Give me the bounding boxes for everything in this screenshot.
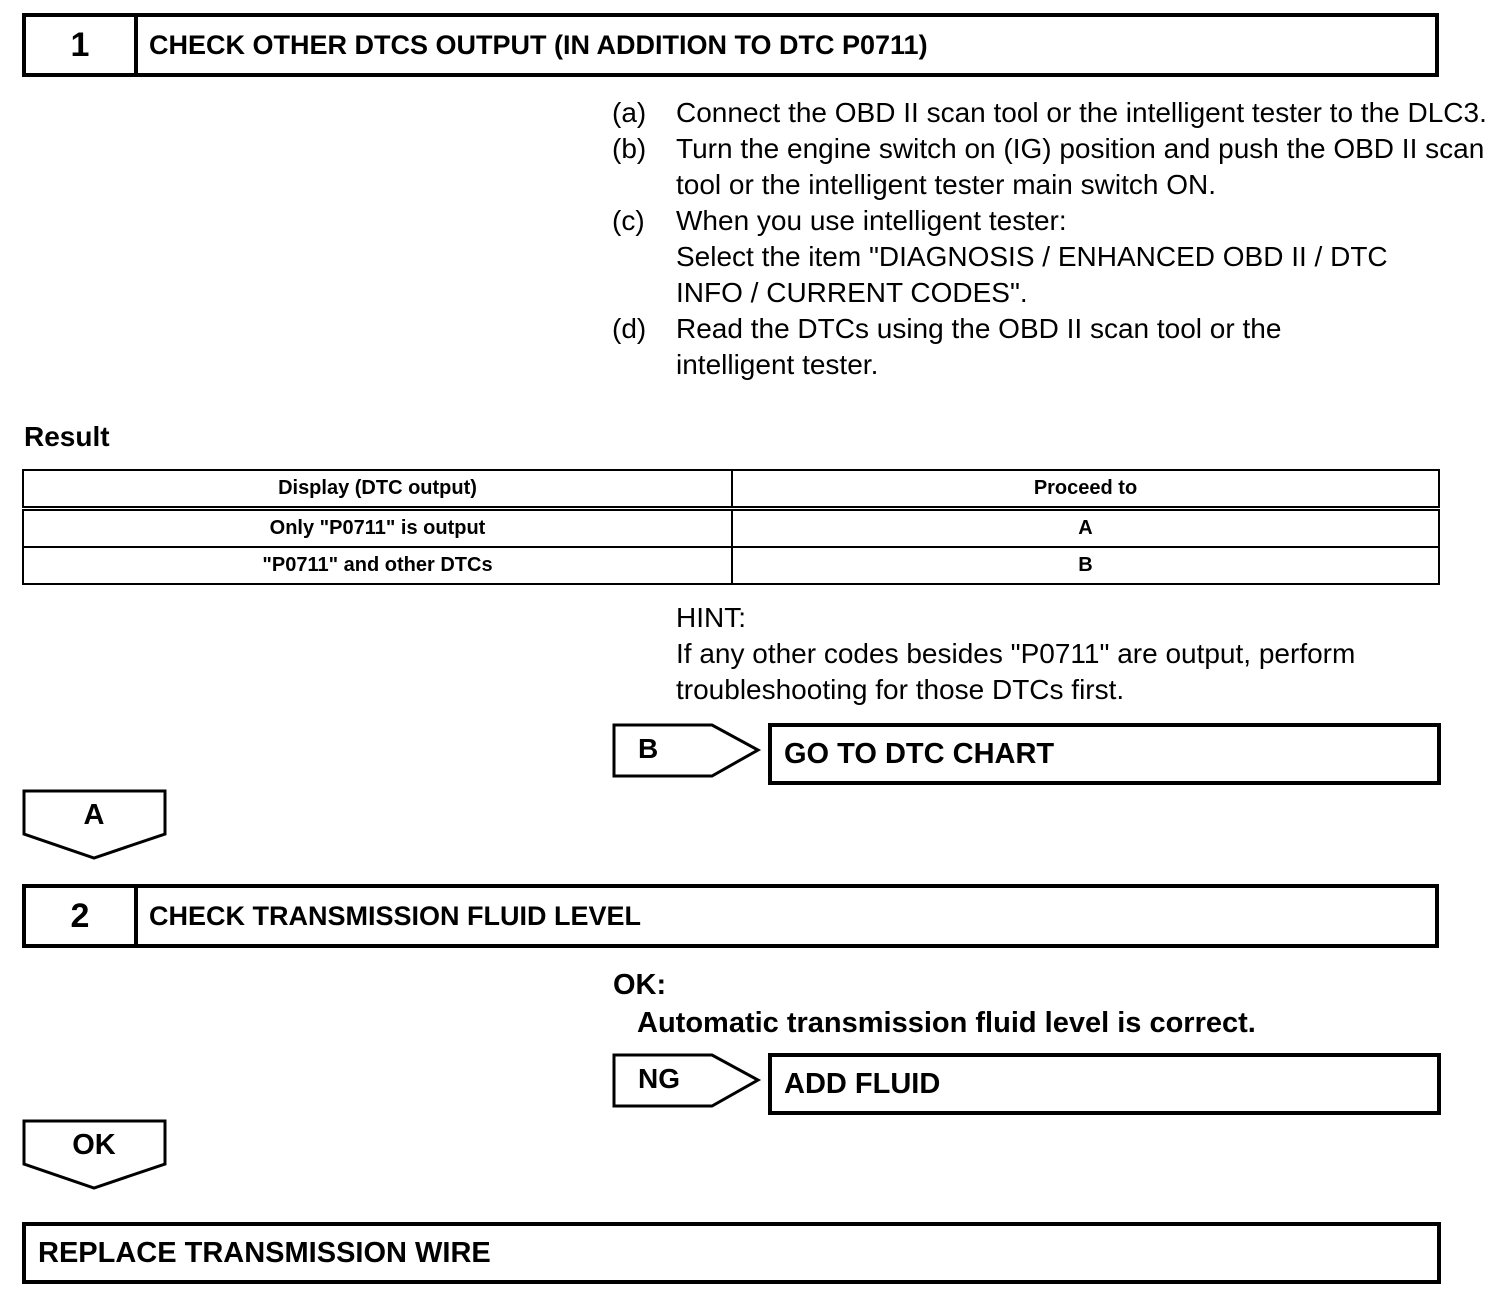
procedure-item (612, 203, 1492, 311)
step-title: CHECK OTHER DTCS OUTPUT (IN ADDITION TO DTC P0711) (149, 29, 928, 60)
table-row (23, 547, 1439, 584)
branch-ng-arrow (612, 1053, 762, 1109)
final-action: REPLACE TRANSMISSION WIRE (22, 1222, 1441, 1284)
branch-label: B (638, 733, 659, 764)
ok-criteria (613, 966, 1256, 1042)
step-number: 1 (26, 17, 138, 73)
procedure-letter: (b) (612, 133, 647, 164)
procedure-letter: (a) (612, 97, 647, 128)
right-arrow-icon (612, 723, 762, 779)
procedure-item (612, 131, 1492, 203)
arrow-label: A (83, 799, 105, 831)
procedure-item (612, 95, 1492, 131)
step-2-header (22, 884, 1439, 948)
branch-b-arrow (612, 723, 762, 779)
table-cell: A (732, 509, 1439, 548)
procedure-item (612, 311, 1492, 383)
hint (676, 600, 1456, 708)
procedure-letter: (c) (612, 205, 645, 236)
branch-label: NG (638, 1063, 680, 1094)
hint-text: If any other codes besides "P0711" are output, perform troubleshooting for those DTCs first. (676, 638, 1356, 705)
step-1-header (22, 13, 1439, 77)
procedure-text: Turn the engine switch on (IG) position and push the OBD II scan tool or the intelligent tester main switch ON. (676, 133, 1485, 200)
down-arrow-ok (22, 1119, 168, 1191)
ok-criteria-label: OK: (613, 969, 667, 1001)
ok-criteria-text: Automatic transmission fluid level is correct. (637, 1007, 1256, 1039)
branch-ng-action: ADD FLUID (768, 1053, 1441, 1115)
result-table (22, 469, 1440, 585)
step-title: CHECK TRANSMISSION FLUID LEVEL (149, 900, 642, 931)
procedure-text-group (676, 203, 1492, 311)
right-arrow-icon (612, 1053, 762, 1109)
procedure-list (612, 95, 1492, 383)
table-header-row (23, 470, 1439, 509)
table-cell: "P0711" and other DTCs (23, 547, 732, 584)
procedure-text: Read the DTCs using the OBD II scan tool or the intelligent tester. (676, 313, 1282, 380)
procedure-text: When you use intelligent tester: (676, 205, 1067, 236)
table-cell: B (732, 547, 1439, 584)
branch-b-action: GO TO DTC CHART (768, 723, 1441, 785)
table-header-cell: Display (DTC output) (23, 470, 732, 509)
table-header-cell: Proceed to (732, 470, 1439, 509)
down-arrow-a (22, 789, 168, 861)
result-label: Result (24, 421, 110, 452)
procedure-letter: (d) (612, 313, 647, 344)
table-row (23, 509, 1439, 548)
procedure-text: Select the item "DIAGNOSIS / ENHANCED OBD II / DTC INFO / CURRENT CODES". (676, 241, 1388, 308)
step-number: 2 (26, 888, 138, 944)
procedure-text: Connect the OBD II scan tool or the intelligent tester to the DLC3. (676, 97, 1487, 128)
arrow-label: OK (72, 1129, 116, 1161)
table-cell: Only "P0711" is output (23, 509, 732, 548)
hint-label: HINT: (676, 602, 746, 633)
